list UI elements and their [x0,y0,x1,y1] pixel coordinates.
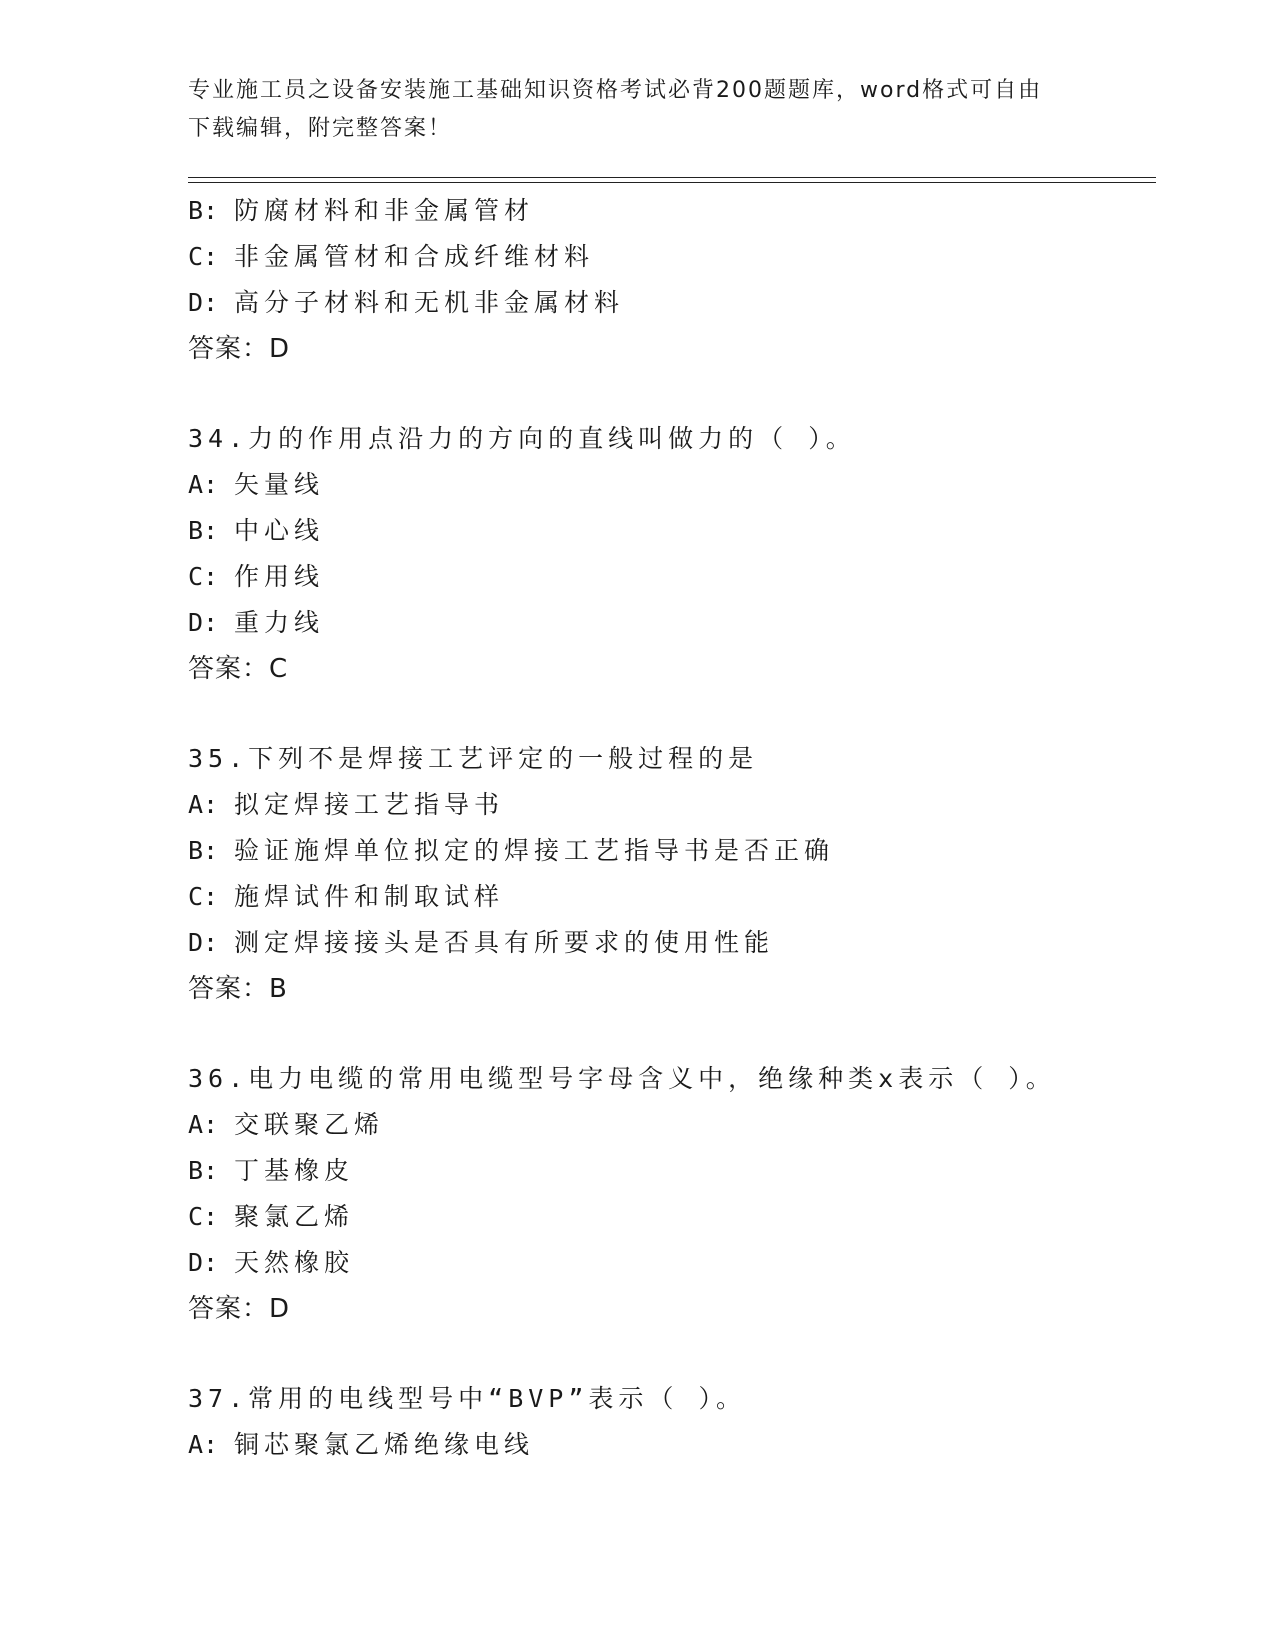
option-c [188,874,1156,920]
question-stem: 35.下列不是焊接工艺评定的一般过程的是 [188,744,759,773]
option-d [188,280,1156,326]
answer-line: 答案：D [188,1294,291,1324]
question-content [188,188,1156,1468]
option-text: 交联聚乙烯 [234,1110,385,1139]
option-d [188,600,1156,646]
option-letter: B: [188,196,219,225]
option-b [188,1148,1156,1194]
option-text: 矢量线 [234,470,325,499]
spacer [188,1012,1156,1056]
question-block-33 [188,188,1156,372]
option-a [188,462,1156,508]
question-block-36 [188,1056,1156,1332]
spacer [188,692,1156,736]
option-letter: D: [188,1248,219,1277]
option-text: 防腐材料和非金属管材 [234,196,535,225]
option-letter: D: [188,288,219,317]
header-line-2: 下载编辑，附完整答案！ [188,116,453,141]
option-d [188,1240,1156,1286]
option-b [188,188,1156,234]
option-c [188,234,1156,280]
spacer [188,372,1156,416]
option-letter: A: [188,470,219,499]
question-stem: 37.常用的电线型号中“BVP”表示（ ）。 [188,1384,746,1413]
option-c [188,1194,1156,1240]
option-text: 重力线 [234,608,325,637]
question-stem: 36.电力电缆的常用电缆型号字母含义中，绝缘种类x表示（ ）。 [188,1064,1056,1093]
option-letter: D: [188,608,219,637]
option-text: 丁基橡皮 [234,1156,355,1185]
option-text: 铜芯聚氯乙烯绝缘电线 [234,1430,535,1459]
answer-line: 答案：D [188,334,291,364]
header-divider-top [188,177,1156,178]
option-b [188,828,1156,874]
option-letter: A: [188,1430,219,1459]
question-block-34 [188,416,1156,692]
option-text: 聚氯乙烯 [234,1202,355,1231]
question-block-37 [188,1376,1156,1468]
option-c [188,554,1156,600]
option-a [188,782,1156,828]
option-text: 拟定焊接工艺指导书 [234,790,505,819]
option-letter: B: [188,836,219,865]
option-d [188,920,1156,966]
option-text: 作用线 [234,562,325,591]
question-block-35 [188,736,1156,1012]
answer-line: 答案：B [188,974,288,1004]
option-letter: A: [188,790,219,819]
option-letter: C: [188,242,219,271]
option-letter: B: [188,1156,219,1185]
option-letter: C: [188,562,219,591]
option-b [188,508,1156,554]
option-letter: C: [188,882,219,911]
option-text: 中心线 [234,516,325,545]
document-header [188,72,1068,148]
option-text: 施焊试件和制取试样 [234,882,505,911]
option-letter: D: [188,928,219,957]
option-a [188,1102,1156,1148]
option-text: 测定焊接接头是否具有所要求的使用性能 [234,928,775,957]
option-letter: B: [188,516,219,545]
question-stem: 34.力的作用点沿力的方向的直线叫做力的（ ）。 [188,424,856,453]
option-text: 非金属管材和合成纤维材料 [234,242,595,271]
option-text: 高分子材料和无机非金属材料 [234,288,625,317]
option-letter: C: [188,1202,219,1231]
answer-line: 答案：C [188,654,289,684]
spacer [188,1332,1156,1376]
option-text: 验证施焊单位拟定的焊接工艺指导书是否正确 [234,836,835,865]
option-letter: A: [188,1110,219,1139]
header-line-1: 专业施工员之设备安装施工基础知识资格考试必背200题题库，word格式可自由 [188,78,1043,103]
option-text: 天然橡胶 [234,1248,355,1277]
option-a [188,1422,1156,1468]
header-divider-bottom [188,182,1156,183]
